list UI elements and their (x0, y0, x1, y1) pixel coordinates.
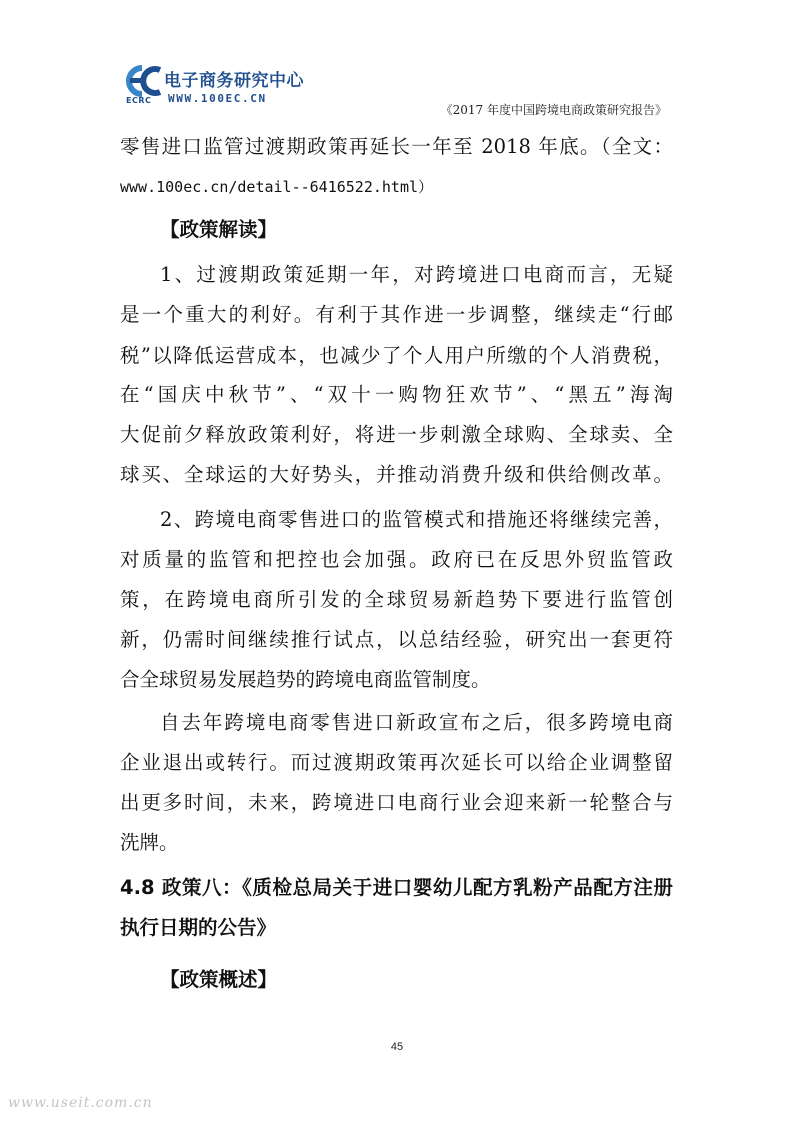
para2-line-1: 2、跨境电商零售进口的监管模式和措施还将继续完善， (160, 508, 673, 531)
para3-line-1: 自去年跨境电商零售进口新政宣布之后，很多跨境电商 (160, 711, 673, 734)
para1-line-5: 大促前夕释放政策利好，将进一步刺激全球购、全球卖、全 (120, 423, 673, 446)
heading-4-8-line-1: 4.8 政策八：《质检总局关于进口婴幼儿配方乳粉产品配方注册 (120, 876, 673, 899)
para3-line-2: 企业退出或转行。而过渡期政策再次延长可以给企业调整留 (120, 751, 673, 774)
para2-line-3: 策，在跨境电商所引发的全球贸易新趋势下要进行监管创 (120, 588, 673, 611)
para2-line-2: 对质量的监管和把控也会加强。政府已在反思外贸监管政 (120, 548, 673, 571)
report-title: 《2017 年度中国跨境电商政策研究报告》 (440, 103, 667, 117)
para1-line-4: 在“国庆中秋节”、“双十一购物狂欢节”、“黑五”海淘 (120, 383, 673, 406)
section-overview-heading: 【政策概述】 (160, 968, 278, 991)
ecrc-logo (120, 64, 320, 108)
para1-line-3: 税”以降低运营成本，也减少了个人用户所缴的个人消费税， (120, 344, 673, 367)
logo-name: 电子商务研究中心 (164, 71, 304, 91)
section-interpretation-heading: 【政策解读】 (160, 218, 278, 241)
para2-line-5: 合全球贸易发展趋势的跨境电商监管制度。 (120, 668, 491, 691)
para1-line-6: 球买、全球运的大好势头，并推动消费升级和供给侧改革。 (120, 463, 673, 486)
ecrc-logo-icon (120, 64, 166, 98)
intro-line-2: www.100ec.cn/detail--6416522.html） (120, 178, 434, 196)
intro-line-1: 零售进口监管过渡期政策再延长一年至 2018 年底。（全文： (120, 135, 673, 158)
para1-line-2: 是一个重大的利好。有利于其作进一步调整，继续走“行邮 (120, 303, 673, 326)
heading-4-8-line-2: 执行日期的公告》 (120, 916, 277, 939)
watermark: www.useit.com.cn (8, 1095, 153, 1111)
para3-line-3: 出更多时间，未来，跨境进口电商行业会迎来新一轮整合与 (120, 791, 673, 814)
para3-line-4: 洗牌。 (120, 831, 179, 854)
para2-line-4: 新，仍需时间继续推行试点，以总结经验，研究出一套更符 (120, 628, 673, 651)
para1-line-1: 1、过渡期政策延期一年，对跨境进口电商而言，无疑 (160, 263, 673, 286)
logo-abbr: ECRC (126, 96, 152, 105)
page-number: 45 (390, 1041, 404, 1053)
logo-url: WWW.100EC.CN (168, 92, 267, 105)
